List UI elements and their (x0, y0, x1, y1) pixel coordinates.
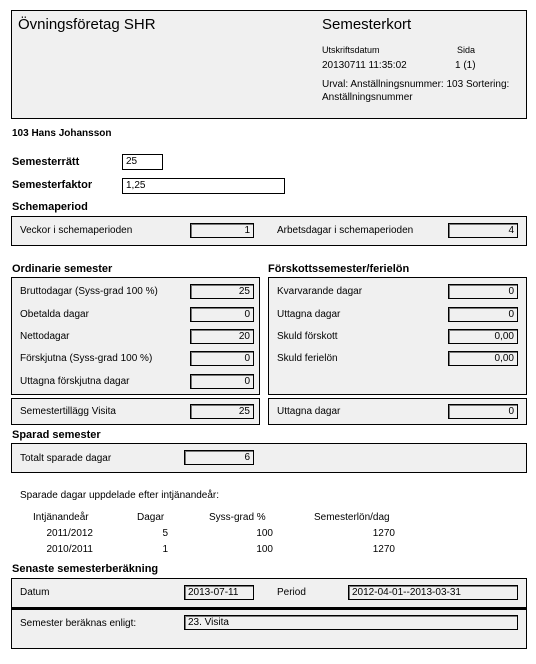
sparad-split-label: Sparade dagar uppdelade efter intjänandeår: (20, 490, 220, 501)
tillagg-taken-field[interactable]: 0 (448, 404, 518, 419)
forskott-row-label: Skuld förskott (277, 331, 338, 342)
tillagg-taken-label: Uttagna dagar (277, 406, 341, 417)
tillagg-field[interactable]: 25 (190, 404, 254, 419)
column-header: Dagar (137, 512, 165, 523)
selection-text: Urval: Anställningsnummer: 103 Sortering: (322, 79, 510, 90)
column-header: Syss-grad % (209, 512, 266, 523)
semesterfaktor-field[interactable]: 1,25 (122, 178, 285, 194)
report-title: Semesterkort (322, 16, 412, 33)
basis-label: Semester beräknas enligt: (20, 618, 137, 629)
ordinarie-row-value[interactable]: 0 (190, 307, 254, 322)
table-cell: 1270 (372, 544, 395, 555)
weeks-field[interactable]: 1 (190, 223, 254, 238)
ordinarie-row-label: Bruttodagar (Syss-grad 100 %) (20, 286, 158, 297)
sparad-total-field[interactable]: 6 (184, 450, 254, 465)
page-number: 1 (1) (455, 60, 476, 71)
period-field[interactable]: 2012-04-01--2013-03-31 (348, 585, 518, 600)
ordinarie-row-label: Uttagna förskjutna dagar (20, 376, 130, 387)
weeks-label: Veckor i schemaperioden (20, 225, 133, 236)
ordinarie-row-value[interactable]: 25 (190, 284, 254, 299)
forskott-title: Förskottssemester/ferielön (268, 263, 410, 275)
table-cell: 1270 (372, 528, 395, 539)
company-name: Övningsföretag SHR (18, 16, 156, 33)
tillagg-label: Semestertillägg Visita (20, 406, 116, 417)
ordinarie-row-label: Obetalda dagar (20, 309, 89, 320)
semesterfaktor-label: Semesterfaktor (12, 179, 93, 191)
basis-field[interactable]: 23. Visita (184, 615, 518, 630)
print-date-label: Utskriftsdatum (322, 45, 380, 55)
schemaperiod-title: Schemaperiod (12, 201, 88, 213)
ordinarie-row-value[interactable]: 20 (190, 329, 254, 344)
table-cell: 2011/2012 (46, 528, 93, 539)
forskott-row-value[interactable]: 0 (448, 284, 518, 299)
ordinarie-row-label: Förskjutna (Syss-grad 100 %) (20, 353, 153, 364)
table-cell: 1 (162, 544, 168, 555)
semesterratt-field[interactable]: 25 (122, 154, 163, 170)
forskott-row-label: Kvarvarande dagar (277, 286, 363, 297)
date-label: Datum (20, 587, 50, 598)
employee-name: 103 Hans Johansson (12, 128, 112, 139)
table-cell: 5 (162, 528, 168, 539)
forskott-row-label: Uttagna dagar (277, 309, 341, 320)
page-label: Sida (457, 45, 476, 55)
senaste-title: Senaste semesterberäkning (12, 563, 159, 575)
semesterratt-label: Semesterrätt (12, 156, 80, 168)
sparad-title: Sparad semester (12, 429, 101, 441)
selection-text-2: Anställningsnummer (322, 92, 413, 103)
sparad-total-label: Totalt sparade dagar (20, 453, 112, 464)
period-label: Period (277, 587, 306, 598)
workdays-label: Arbetsdagar i schemaperioden (277, 225, 414, 236)
table-cell: 100 (256, 544, 273, 555)
ordinarie-row-value[interactable]: 0 (190, 374, 254, 389)
forskott-row-value[interactable]: 0,00 (448, 329, 518, 344)
ordinarie-row-label: Nettodagar (20, 331, 70, 342)
date-field[interactable]: 2013-07-11 (184, 585, 254, 600)
ordinarie-title: Ordinarie semester (12, 263, 113, 275)
workdays-field[interactable]: 4 (448, 223, 518, 238)
forskott-row-value[interactable]: 0 (448, 307, 518, 322)
table-cell: 2010/2011 (46, 544, 93, 555)
forskott-row-value[interactable]: 0,00 (448, 351, 518, 366)
forskott-row-label: Skuld ferielön (277, 353, 338, 364)
table-cell: 100 (256, 528, 273, 539)
column-header: Semesterlön/dag (314, 512, 390, 523)
column-header: Intjänandeår (33, 512, 89, 523)
ordinarie-row-value[interactable]: 0 (190, 351, 254, 366)
print-date: 20130711 11:35:02 (322, 60, 407, 71)
